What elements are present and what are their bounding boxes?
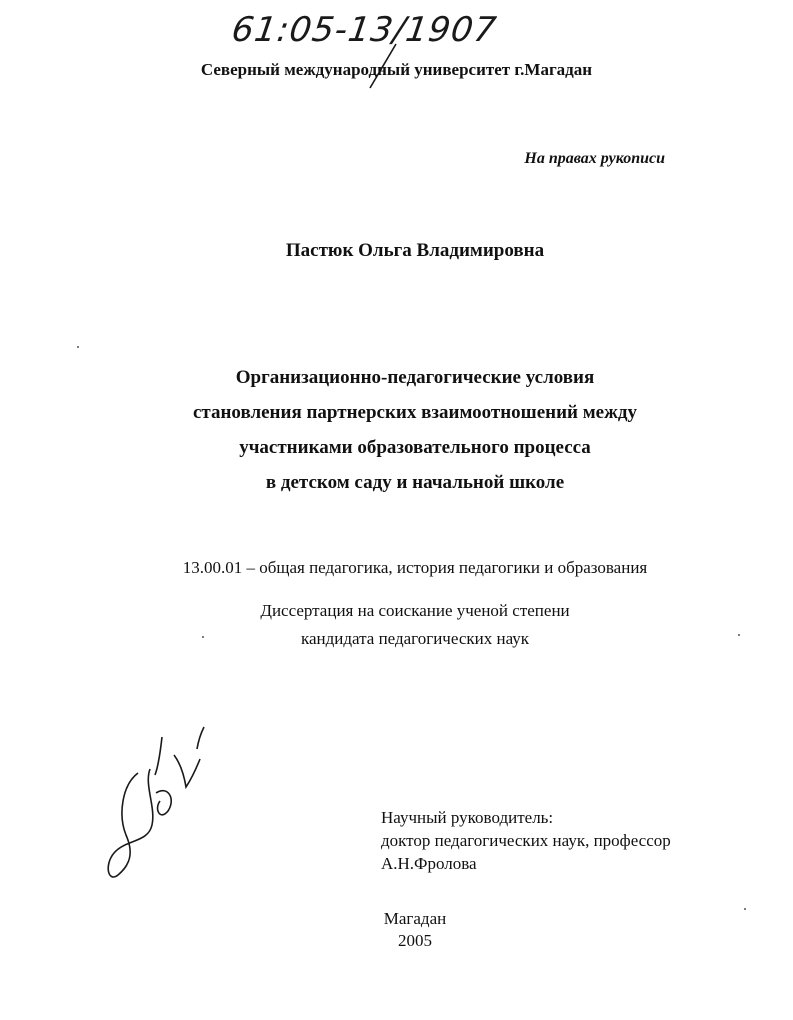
title-line: становления партнерских взаимоотношений между: [192, 402, 637, 423]
specialty-code: 13.00.01 – общая педагогика, история педагогики и образования: [182, 558, 648, 577]
degree-line: кандидата педагогических наук: [300, 629, 530, 648]
title-line: участниками образовательного процесса: [239, 437, 591, 458]
scan-speck: [77, 346, 79, 348]
scan-speck: [202, 636, 204, 638]
degree-line: Диссертация на соискание ученой степени: [260, 601, 570, 620]
supervisor-name: А.Н.Фролова: [381, 854, 477, 873]
scan-speck: [744, 908, 746, 910]
author-name: Пастюк Ольга Владимировна: [285, 240, 545, 261]
title-line: в детском саду и начальной школе: [265, 472, 565, 493]
handwritten-archive-code: 61:05-13/1907: [229, 10, 500, 50]
supervisor-rank: доктор педагогических наук, профессор: [381, 831, 671, 850]
manuscript-rights-note: На правах рукописи: [524, 150, 665, 167]
handwritten-signature: [100, 715, 230, 890]
degree-statement: [0, 597, 793, 653]
city-and-year: [380, 908, 450, 952]
supervisor-info: [381, 806, 671, 875]
city: Магадан: [383, 909, 447, 928]
university-name: Северный международный университет г.Магадан: [200, 60, 593, 79]
supervisor-label: Научный руководитель:: [381, 808, 554, 827]
year: 2005: [398, 931, 432, 950]
title-line: Организационно-педагогические условия: [235, 367, 595, 388]
scan-speck: [738, 634, 740, 636]
dissertation-title: [0, 360, 793, 500]
